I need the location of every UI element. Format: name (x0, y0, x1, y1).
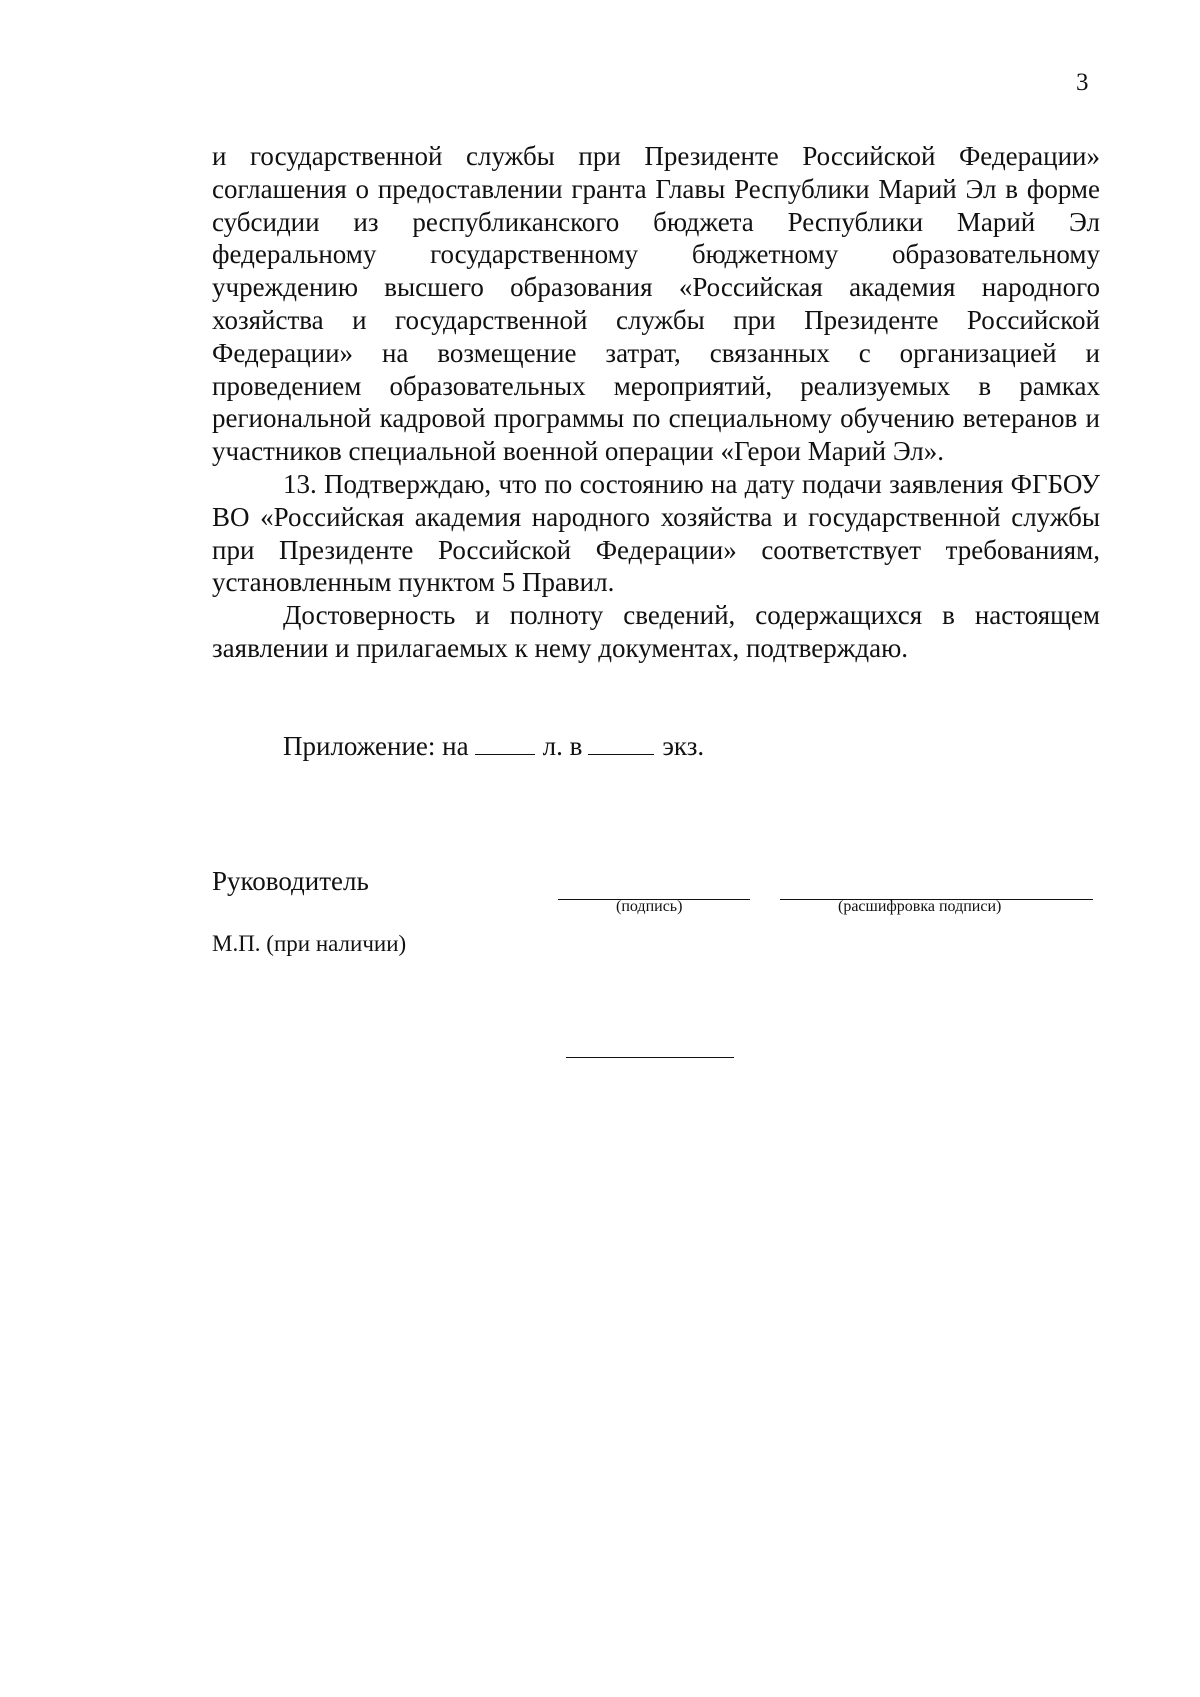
appendix-line (283, 730, 704, 762)
page-number: 3 (1076, 69, 1089, 96)
copies-blank (588, 730, 654, 755)
paragraph-continuation: и государственной службы при Президенте Российской Федерации» соглашения о предоставлении гранта Главы Республики Марий Эл в форме субсидии из республиканского бюджета Республики Марий Эл федеральному государственному бюджетному образовательному учреждению высшего образования «Российская академия народного хозяйства и государственной службы при Президенте Российской Федерации» на возмещение затрат, связанных с организацией и проведением образовательных мероприятий, реализуемых в рамках региональной кадровой программы по специальному обучению ветеранов и участников специальной военной операции «Герои Марий Эл». (212, 141, 1100, 467)
paragraph-item-13: 13. Подтверждаю, что по состоянию на дату подачи заявления ФГБОУ ВО «Российская академия народного хозяйства и государственной службы при Президенте Российской Федерации» соответствует требованиям, установленным пунктом 5 Правил. (212, 468, 1100, 598)
appendix-prefix: Приложение: на (283, 731, 469, 761)
end-divider (566, 1057, 734, 1058)
sheets-blank (475, 730, 535, 755)
paragraph-confirmation: Достоверность и полноту сведений, содержащихся в настоящем заявлении и прилагаемых к нему документах, подтверждаю. (212, 600, 1100, 663)
head-label: Руководитель (212, 866, 369, 896)
signature-decode-caption: (расшифровка подписи) (838, 898, 1002, 915)
document-body (212, 140, 1100, 665)
appendix-middle: л. в (542, 731, 583, 761)
appendix-suffix: экз. (662, 731, 705, 761)
signature-caption: (подпись) (616, 898, 683, 915)
stamp-label: М.П. (при наличии) (212, 931, 407, 956)
